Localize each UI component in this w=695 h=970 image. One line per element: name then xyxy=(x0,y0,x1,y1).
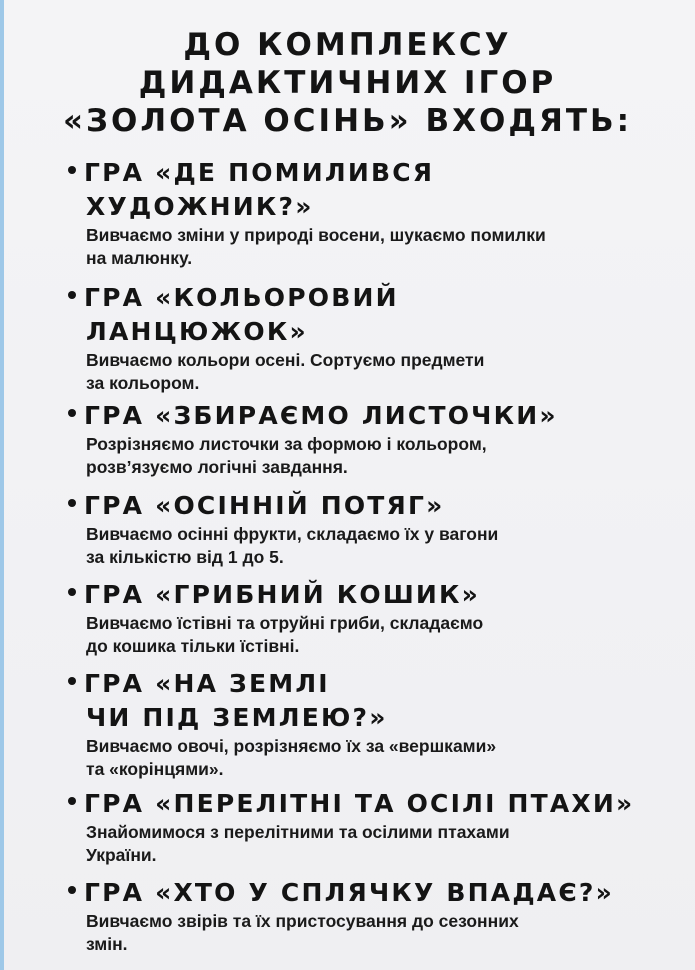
game-title: ГРА «ОСІННІЙ ПОТЯГ» xyxy=(68,489,668,523)
game-description: Вивчаємо кольори осені. Сортуємо предмети за кольором. xyxy=(86,350,485,393)
game-title: ГРА «ПЕРЕЛІТНІ ТА ОСІЛІ ПТАХИ» xyxy=(68,787,668,821)
game-title: ГРА «ДЕ ПОМИЛИВСЯ ХУДОЖНИК?» xyxy=(68,156,668,224)
game-description: Вивчаємо зміни у природі восени, шукаємо помилки на малюнку. xyxy=(86,225,546,268)
game-description: Вивчаємо овочі, розрізняємо їх за «вершками» та «корінцями». xyxy=(86,736,497,779)
game-title: ГРА «ХТО У СПЛЯЧКУ ВПАДАЄ?» xyxy=(68,876,668,910)
game-description: Вивчаємо осінні фрукти, складаємо їх у вагони за кількістю від 1 до 5. xyxy=(86,524,499,567)
game-item xyxy=(68,399,668,479)
game-description: Знайомимося з перелітними та осілими птахами України. xyxy=(86,822,510,865)
game-item xyxy=(68,667,668,781)
bullet-icon xyxy=(68,886,76,894)
game-item xyxy=(68,876,668,956)
game-description: Вивчаємо звірів та їх пристосування до сезонних змін. xyxy=(86,911,519,954)
game-item xyxy=(68,281,668,395)
game-description: Розрізняємо листочки за формою і кольором, розв’язуємо логічні завдання. xyxy=(86,434,487,477)
game-item xyxy=(68,578,668,658)
page-edge xyxy=(0,0,4,970)
bullet-icon xyxy=(68,588,76,596)
page-title xyxy=(40,26,655,140)
title-line: ДИДАКТИЧНИХ ІГОР xyxy=(138,65,557,101)
title-line: «ЗОЛОТА ОСІНЬ» ВХОДЯТЬ: xyxy=(63,103,632,139)
bullet-icon xyxy=(68,409,76,417)
bullet-icon xyxy=(68,797,76,805)
game-description: Вивчаємо їстівні та отруйні гриби, складаємо до кошика тільки їстівні. xyxy=(86,613,484,656)
bullet-icon xyxy=(68,677,76,685)
game-item xyxy=(68,787,668,867)
bullet-icon xyxy=(68,166,76,174)
game-item xyxy=(68,156,668,270)
bullet-icon xyxy=(68,291,76,299)
game-title: ГРА «НА ЗЕМЛІ ЧИ ПІД ЗЕМЛЕЮ?» xyxy=(68,667,668,735)
title-line: ДО КОМПЛЕКСУ xyxy=(183,27,512,63)
game-title: ГРА «КОЛЬОРОВИЙ ЛАНЦЮЖОК» xyxy=(68,281,668,349)
bullet-icon xyxy=(68,499,76,507)
game-item xyxy=(68,489,668,569)
game-title: ГРА «ЗБИРАЄМО ЛИСТОЧКИ» xyxy=(68,399,668,433)
game-title: ГРА «ГРИБНИЙ КОШИК» xyxy=(68,578,668,612)
